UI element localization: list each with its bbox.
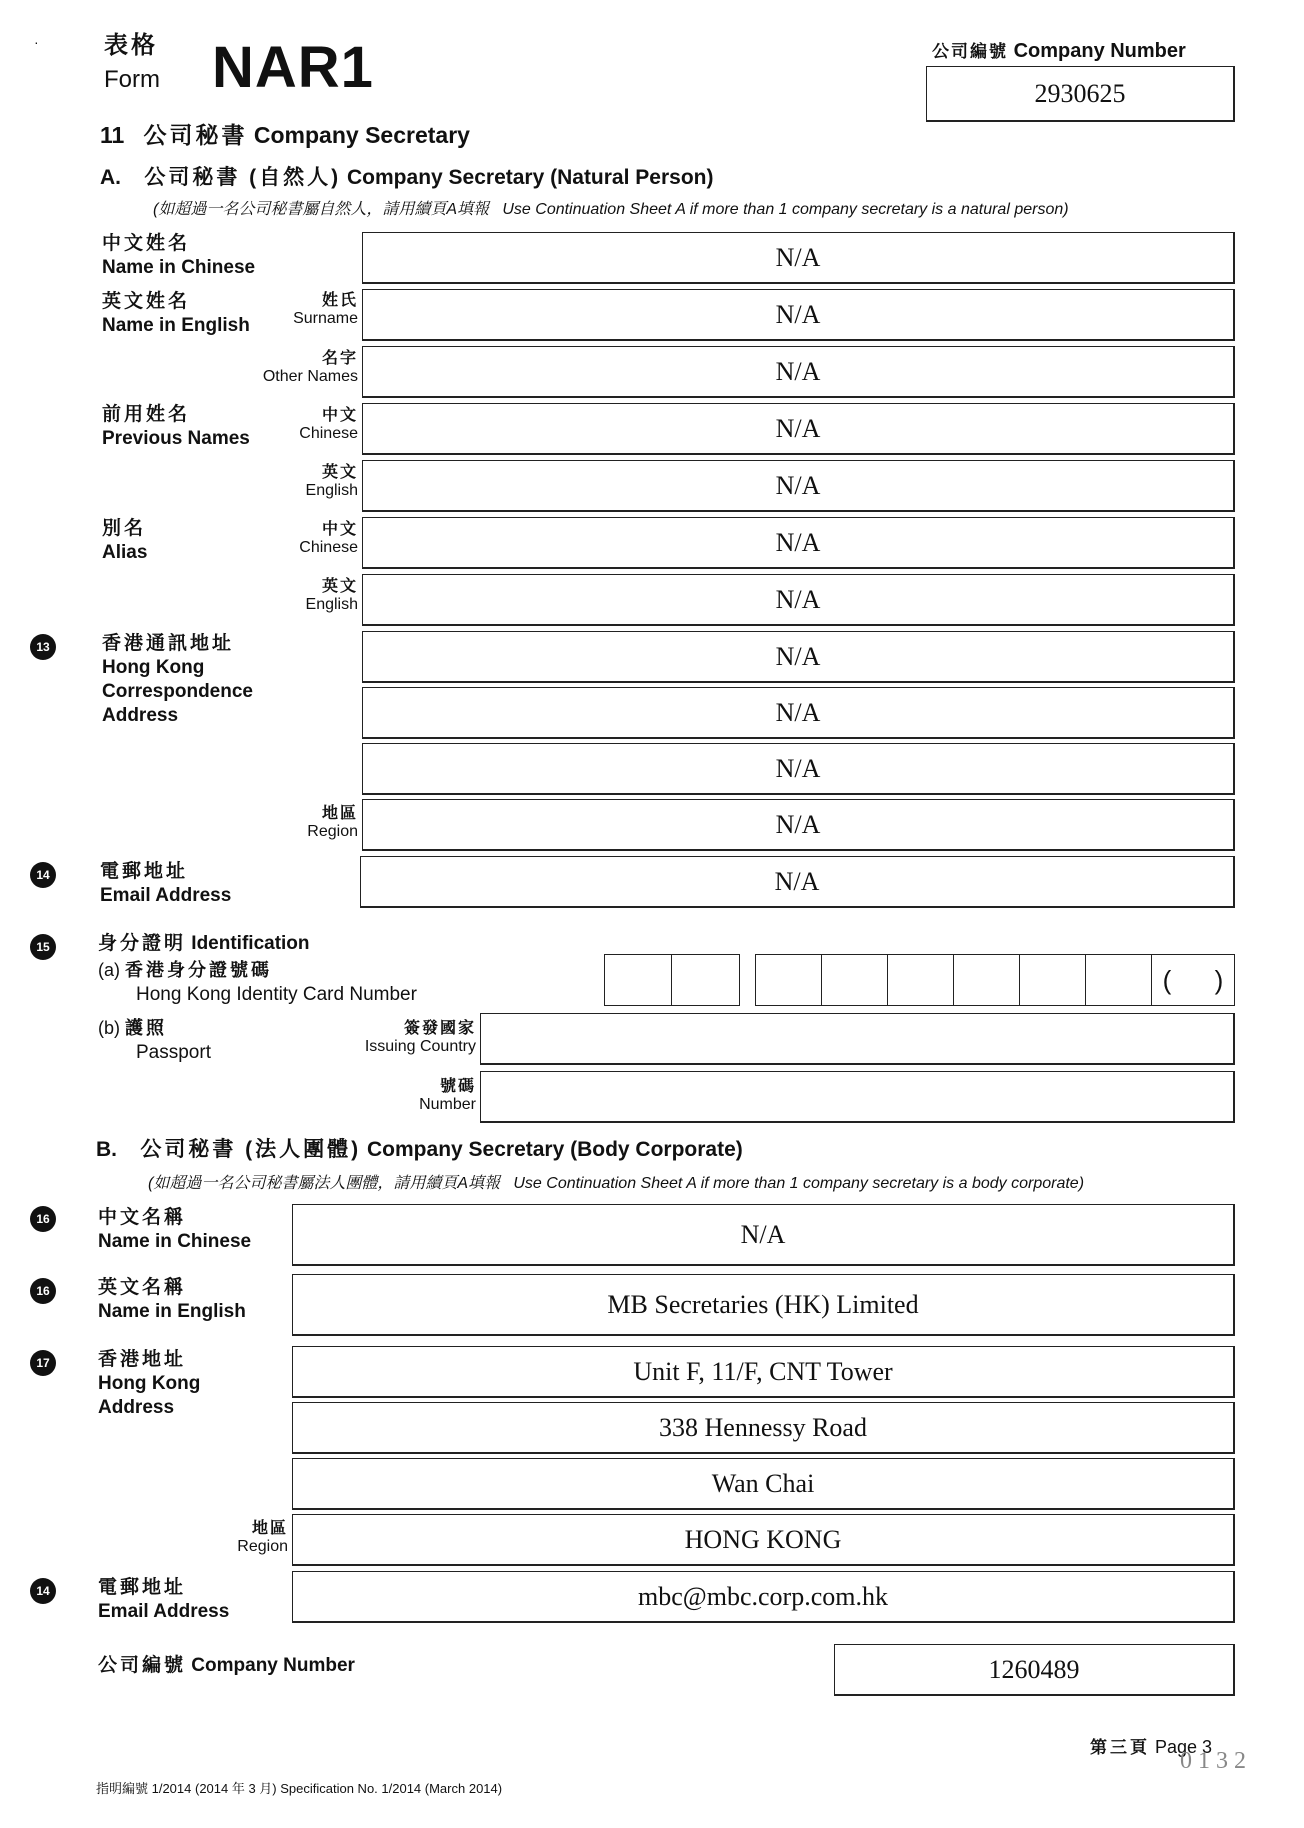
a-previous-chinese-label: 中文 Chinese (299, 407, 358, 442)
marker-13: 13 (30, 634, 56, 660)
b-name-english-field[interactable]: MB Secretaries (HK) Limited (292, 1274, 1235, 1336)
a-previous-chinese-field[interactable]: N/A (362, 403, 1235, 455)
b-company-number-field[interactable]: 1260489 (834, 1644, 1235, 1696)
a-hkid-label: (a) 香港身分證號碼 (98, 960, 273, 980)
b-name-chinese-field[interactable]: N/A (292, 1204, 1235, 1266)
b-address-line3-field[interactable]: Wan Chai (292, 1458, 1235, 1510)
b-region-label: 地區 Region (237, 1520, 288, 1555)
b-region-field[interactable]: HONG KONG (292, 1514, 1235, 1566)
a-alias-label: 別名 Alias (102, 518, 148, 563)
marker-14: 14 (30, 862, 56, 888)
b-address-label: 香港地址 Hong Kong Address (98, 1349, 201, 1418)
part-a-title: A. 公司秘書 (自然人) Company Secretary (Natural Person) (100, 166, 714, 189)
a-previous-english-label: 英文 English (305, 464, 358, 499)
hkid-letter-cell-2[interactable] (671, 954, 740, 1006)
marker-17: 17 (30, 1350, 56, 1376)
hkid-digit-cell-4[interactable] (953, 954, 1020, 1006)
marker-16a: 16 (30, 1206, 56, 1232)
a-name-chinese-label: 中文姓名 Name in Chinese (102, 233, 256, 278)
company-number-header-field[interactable]: 2930625 (926, 66, 1235, 122)
section-title: 11 公司秘書 Company Secretary (100, 122, 470, 148)
hkid-letter-cell-1[interactable] (604, 954, 672, 1006)
form-code: NAR1 (212, 35, 374, 100)
a-other-names-label: 名字 Other Names (262, 350, 358, 385)
company-number-header-label: 公司編號 Company Number (932, 40, 1186, 62)
a-passport-label: (b) 護照 (98, 1018, 168, 1038)
hkid-digit-cell-1[interactable] (755, 954, 822, 1006)
a-issuing-country-field[interactable] (480, 1013, 1235, 1065)
a-alias-english-label: 英文 English (305, 578, 358, 613)
hkid-digit-cell-2[interactable] (821, 954, 888, 1006)
hkid-digit-cell-5[interactable] (1019, 954, 1086, 1006)
marker-16b: 16 (30, 1278, 56, 1304)
a-passport-label-en: Passport (136, 1042, 211, 1063)
a-issuing-country-label: 簽發國家 Issuing Country (364, 1020, 476, 1055)
a-email-label: 電郵地址 Email Address (100, 861, 232, 906)
b-address-line1-field[interactable]: Unit F, 11/F, CNT Tower (292, 1346, 1235, 1398)
a-surname-field[interactable]: N/A (362, 289, 1235, 341)
part-b-title: B. 公司秘書 (法人團體) Company Secretary (Body Corporate) (96, 1138, 743, 1161)
hkid-check-digit-cell[interactable]: ( ) (1151, 954, 1235, 1006)
a-alias-chinese-field[interactable]: N/A (362, 517, 1235, 569)
b-company-number-label: 公司編號 Company Number (98, 1655, 355, 1676)
a-previous-english-field[interactable]: N/A (362, 460, 1235, 512)
a-name-chinese-field[interactable]: N/A (362, 232, 1235, 284)
stray-dot: · (34, 34, 39, 50)
a-email-field[interactable]: N/A (360, 856, 1235, 908)
a-passport-number-field[interactable] (480, 1071, 1235, 1123)
marker-15: 15 (30, 934, 56, 960)
a-hkid-label-en: Hong Kong Identity Card Number (136, 984, 417, 1005)
stamp-number: 0132 (1180, 1748, 1252, 1774)
b-name-chinese-label: 中文名稱 Name in Chinese (98, 1207, 252, 1252)
a-alias-chinese-label: 中文 Chinese (299, 521, 358, 556)
a-surname-label: 姓氏 Surname (293, 292, 358, 327)
a-identification-label: 身分證明 Identification (98, 933, 310, 954)
b-address-line2-field[interactable]: 338 Hennessy Road (292, 1402, 1235, 1454)
part-a-note: (如超過一名公司秘書屬自然人，請用續頁A填報 Use Continuation Sheet A if more than 1 company secretary is a natural person) (153, 201, 1069, 218)
a-previous-names-label: 前用姓名 Previous Names (102, 404, 250, 449)
form-label-zh: 表格 (104, 32, 158, 59)
a-passport-number-label: 號碼 Number (419, 1078, 476, 1113)
a-address-line3-field[interactable]: N/A (362, 743, 1235, 795)
page-number: 第三頁 Page 3 (1090, 1737, 1213, 1757)
hkid-digit-cell-3[interactable] (887, 954, 954, 1006)
a-alias-english-field[interactable]: N/A (362, 574, 1235, 626)
b-email-field[interactable]: mbc@mbc.corp.com.hk (292, 1571, 1235, 1623)
b-email-label: 電郵地址 Email Address (98, 1577, 230, 1622)
a-address-label: 香港通訊地址 Hong Kong Correspondence Address (102, 633, 253, 726)
a-address-line1-field[interactable]: N/A (362, 631, 1235, 683)
hkid-digit-cell-6[interactable] (1085, 954, 1152, 1006)
a-address-line2-field[interactable]: N/A (362, 687, 1235, 739)
a-region-label: 地區 Region (307, 805, 358, 840)
a-region-field[interactable]: N/A (362, 799, 1235, 851)
marker-14b: 14 (30, 1578, 56, 1604)
form-label-en: Form (104, 66, 160, 93)
b-name-english-label: 英文名稱 Name in English (98, 1277, 246, 1322)
part-b-note: (如超過一名公司秘書屬法人團體，請用續頁A填報 Use Continuation Sheet A if more than 1 company secretary is a body corporate) (148, 1175, 1085, 1192)
a-name-english-label: 英文姓名 Name in English (102, 291, 250, 336)
specification-note: 指明編號 1/2014 (2014 年 3 月) Specification No. 1/2014 (March 2014) (96, 1781, 503, 1796)
a-other-names-field[interactable]: N/A (362, 346, 1235, 398)
